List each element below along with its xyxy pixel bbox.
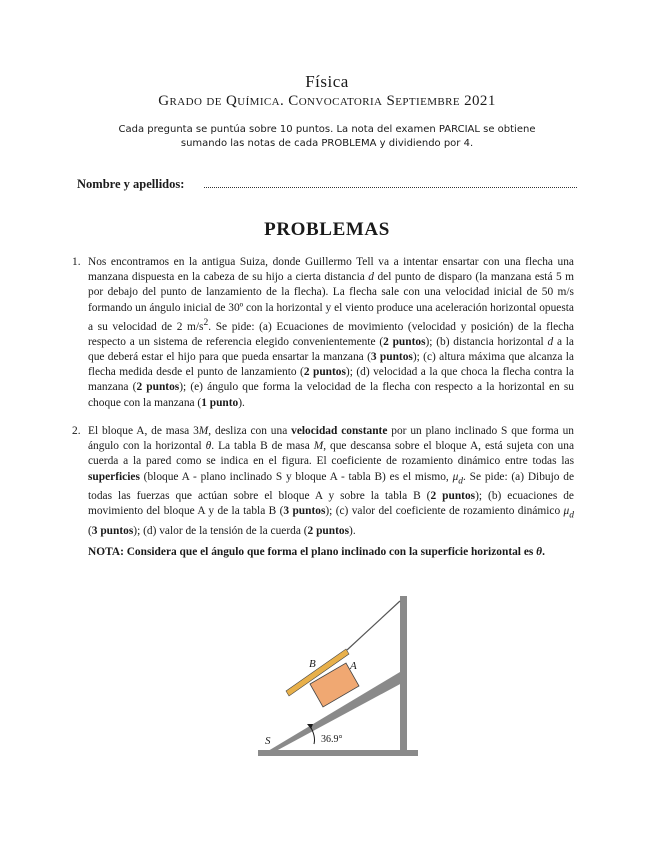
problem-1 — [72, 255, 574, 411]
grading-instructions: Cada pregunta se puntúa sobre 10 puntos. La nota del examen PARCIAL se obtiene sumando las notas de cada PROBLEMA y dividiendo por 4. — [118, 124, 536, 149]
problem-text: Nos encontramos en la antigua Suiza, donde Guillermo Tell va a intentar ensartar con una flecha una manzana dispuesta en la cabeza de su hijo a cierta distancia d del punto de disparo (la manzana está 5 m por debajo del punto de lanzamiento de la flecha). La flecha sale con una velocidad inicial de 50 m/s formando un ángulo inicial de 30º con la horizontal y el viento produce una aceleración horizontal opuesta a su velocidad de 2 $m/s^2$. Se pide: (a) Ecuaciones de movimiento (velocidad y posición) de la flecha respecto a un sistema de referencia elegido convenientemente (2 puntos); (b) distancia horizontal d a la que deberá estar el hijo para que pueda ensartar la manzana (3 puntos); (c) altura máxima que alcanza la flecha medida desde el punto de lanzamiento (2 puntos); (d) velocidad a la que choca la flecha contra la manzana (2 puntos); (e) ángulo que forma la velocidad de la flecha con respecto a la horizontal en su choque con la manzana (1 punto). — [88, 256, 574, 409]
label-a: A — [350, 660, 357, 672]
name-field-label: Nombre y apellidos: — [77, 177, 185, 191]
problem-2 — [72, 424, 574, 539]
section-heading: PROBLEMAS — [264, 219, 390, 240]
inclined-plane-diagram — [250, 590, 420, 760]
course-title: Física — [305, 72, 349, 91]
name-field-dotted-line[interactable] — [204, 187, 577, 188]
label-s: S — [265, 735, 271, 747]
note: NOTA: Considera que el ángulo que forma el plano inclinado con la superficie horizontal es θ. — [88, 546, 545, 558]
inclined-plane-figure — [250, 590, 420, 760]
exam-subtitle: Grado de Química. Convocatoria Septiembre 2021 — [158, 93, 496, 109]
wall — [400, 596, 407, 752]
rope — [347, 601, 400, 650]
name-field[interactable] — [77, 177, 577, 191]
angle-label: 36.9° — [321, 734, 343, 745]
problem-number: 1. — [72, 256, 81, 268]
label-b: B — [309, 658, 316, 670]
problem-text: El bloque A, de masa 3M, desliza con una velocidad constante por un plano inclinado S que forma un ángulo con la horizontal θ. La tabla B de masa M, que descansa sobre el bloque A, está sujeta con una cuerda a la pared como se indica en el figura. El coeficiente de rozamiento dinámico entre todas las superficies (bloque A - plano inclinado S y bloque A - tabla B) es el mismo, $\mu_d$. Se pide: (a) Dibujo de todas las fuerzas que actúan sobre el bloque A y sobre la tabla B (2 puntos); (b) ecuaciones de movimiento del bloque A y de la tabla B (3 puntos); (c) valor del coeficiente de rozamiento dinámico $\mu_d$ (3 puntos); (d) valor de la tensión de la cuerda (2 puntos). — [88, 425, 574, 537]
floor — [258, 750, 418, 756]
problem-number: 2. — [72, 425, 81, 437]
